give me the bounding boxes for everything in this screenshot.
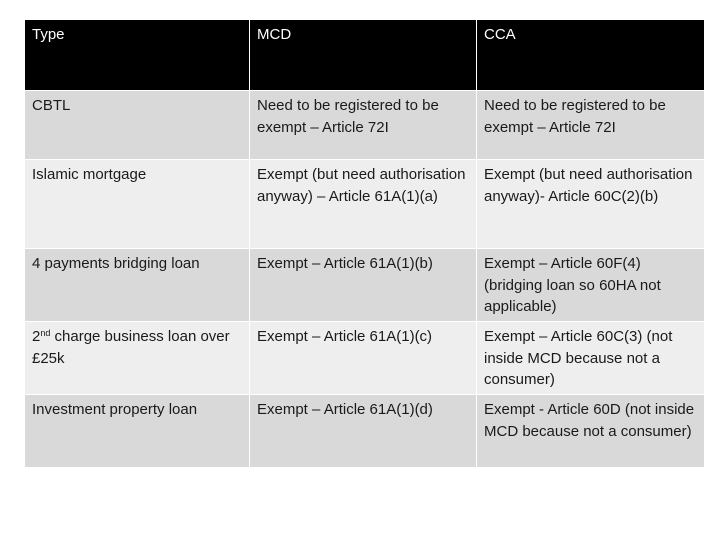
header-row: [25, 20, 705, 91]
cell-mcd: Need to be registered to be exempt – Article 72I: [250, 91, 477, 160]
cell-type: CBTL: [25, 91, 250, 160]
cell-cca: Exempt (but need authorisation anyway)- Article 60C(2)(b): [477, 160, 705, 249]
cell-cca: Exempt - Article 60D (not inside MCD because not a consumer): [477, 395, 705, 468]
header-cca: CCA: [477, 20, 705, 91]
table-row: [25, 160, 705, 249]
cell-type: Islamic mortgage: [25, 160, 250, 249]
table-row: [25, 91, 705, 160]
cell-type: 4 payments bridging loan: [25, 249, 250, 322]
header-mcd: MCD: [250, 20, 477, 91]
type-ordinal: 2: [32, 328, 41, 345]
cell-cca: Exempt – Article 60F(4) (bridging loan so 60HA not applicable): [477, 249, 705, 322]
table-row: [25, 249, 705, 322]
cell-type: Investment property loan: [25, 395, 250, 468]
cell-mcd: Exempt – Article 61A(1)(d): [250, 395, 477, 468]
table-row: [25, 395, 705, 468]
cell-mcd: Exempt – Article 61A(1)(b): [250, 249, 477, 322]
header-type: Type: [25, 20, 250, 91]
cell-mcd: Exempt (but need authorisation anyway) – Article 61A(1)(a): [250, 160, 477, 249]
cell-cca: Need to be registered to be exempt – Article 72I: [477, 91, 705, 160]
comparison-table: [24, 19, 705, 468]
type-ordinal-suffix: nd: [40, 328, 51, 338]
cell-type: [25, 322, 250, 395]
cell-cca: Exempt – Article 60C(3) (not inside MCD because not a consumer): [477, 322, 705, 395]
table-row: [25, 322, 705, 395]
cell-mcd: Exempt – Article 61A(1)(c): [250, 322, 477, 395]
type-rest: charge business loan over £25k: [32, 328, 230, 367]
